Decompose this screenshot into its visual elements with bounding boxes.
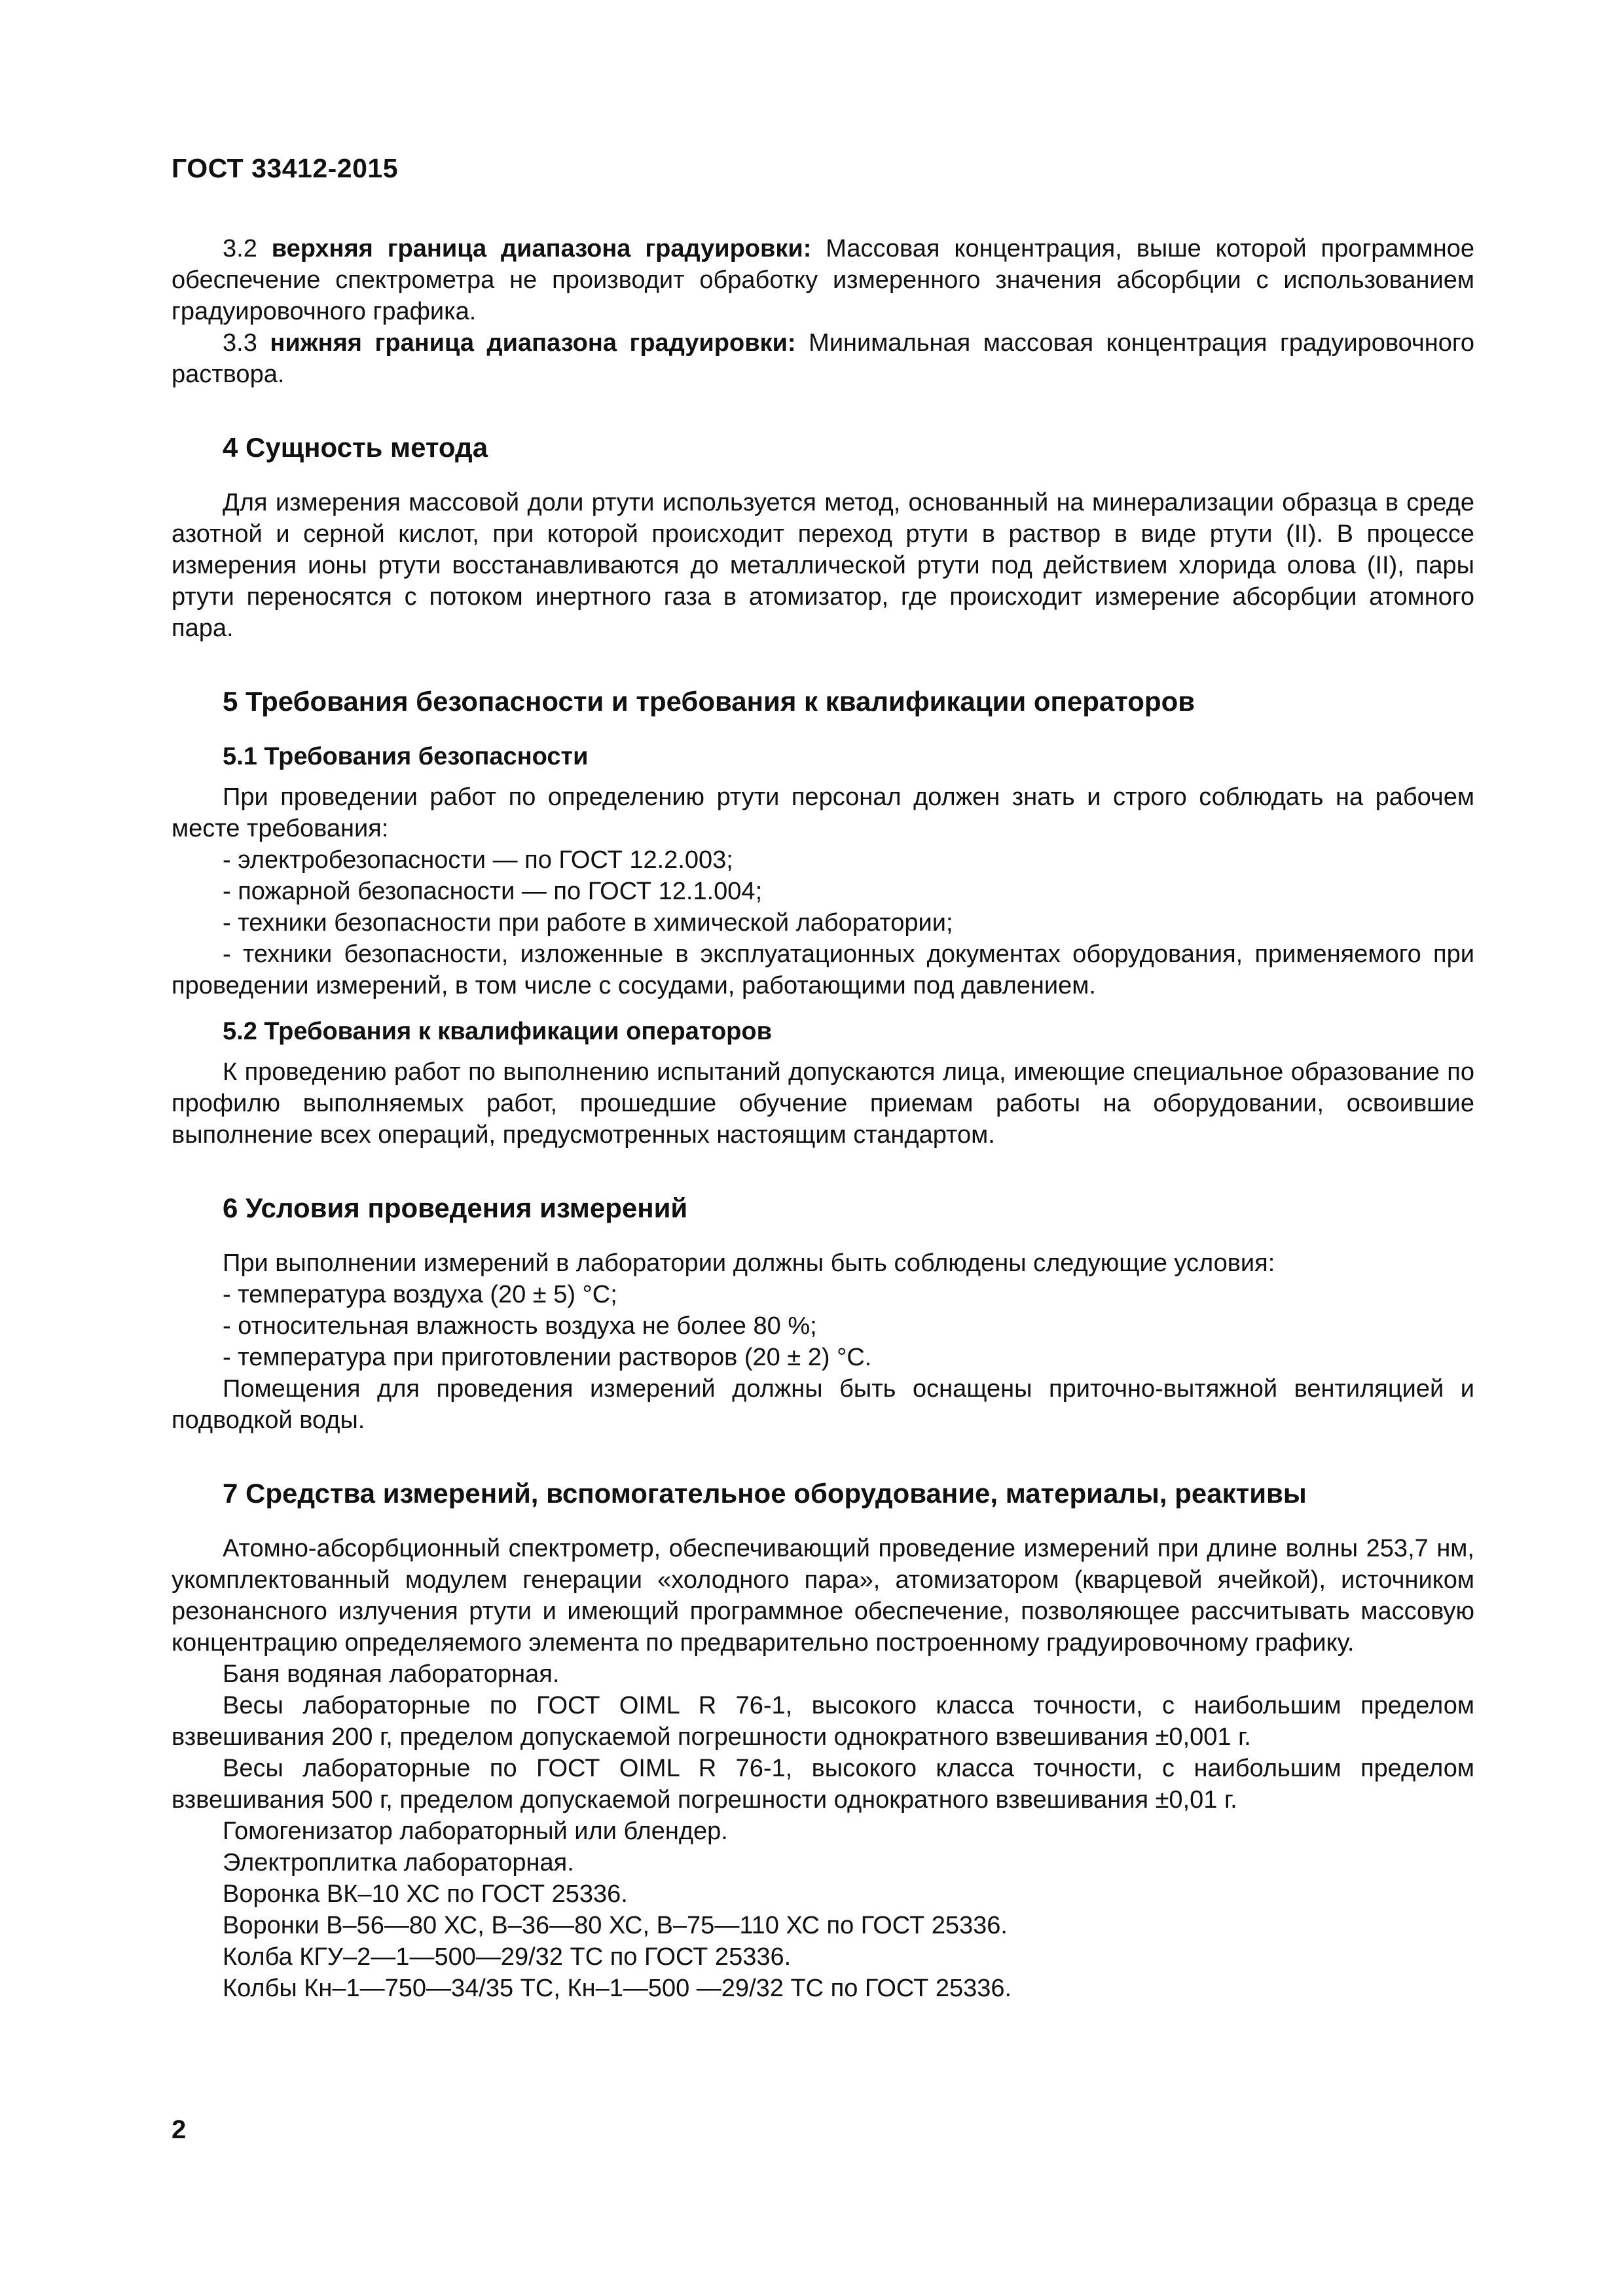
section-7-paragraph: Весы лабораторные по ГОСТ OIML R 76-1, высокого класса точности, с наибольшим пределом взвешивания 200 г, пределом допускаемой погрешности однократного взвешивания ±0,001 г. xyxy=(172,1692,1474,1751)
definition-3-2 xyxy=(172,233,1474,327)
definition-text: Массовая концентрация, выше которой программное обеспечение спектрометра не производит обработку измеренного значения абсорбции с использованием градуировочного графика. xyxy=(172,235,1474,325)
equipment-item: Гомогенизатор лабораторный или блендер. xyxy=(223,1818,728,1845)
definition-3-3 xyxy=(172,327,1474,390)
list-item: - техники безопасности при работе в химической лаборатории; xyxy=(223,909,953,937)
subsection-5-2-title: 5.2 Требования к квалификации операторов xyxy=(223,1018,772,1045)
definition-number: 3.3 xyxy=(223,329,270,357)
list-item: - температура при приготовлении растворов (20 ± 2) °С. xyxy=(223,1344,872,1371)
list-item: - техники безопасности, изложенные в эксплуатационных документах оборудования, применяемого при проведении измерений, в том числе с сосудами, работающими под давлением. xyxy=(172,941,1474,999)
document-body xyxy=(172,233,1474,2004)
section-7-paragraph: Атомно-абсорбционный спектрометр, обеспечивающий проведение измерений при длине волны 253,7 нм, укомплектованный модулем генерации «холодного пара», атомизатором (кварцевой ячейкой), источником резонансного излучения ртути и имеющий программное обеспечение, позволяющее рассчитывать массовую концентрацию определяемого элемента по предварительно построенному градуировочному графику. xyxy=(172,1535,1474,1657)
equipment-item: Воронка ВК–10 ХС по ГОСТ 25336. xyxy=(223,1880,628,1908)
subsection-5-1-intro: При проведении работ по определению ртути персонал должен знать и строго соблюдать на рабочем месте требования: xyxy=(172,783,1474,842)
list-item: - пожарной безопасности — по ГОСТ 12.1.004; xyxy=(223,878,763,905)
subsection-5-2-paragraph: К проведению работ по выполнению испытаний допускаются лица, имеющие специальное образование по профилю выполняемых работ, прошедшие обучение приемам работы на оборудовании, освоившие выполнение всех операций, предусмотренных настоящим стандартом. xyxy=(172,1058,1474,1149)
definition-text: Минимальная массовая концентрация градуировочного раствора. xyxy=(172,329,1474,388)
subsection-5-1-title: 5.1 Требования безопасности xyxy=(223,743,589,770)
section-4-paragraph: Для измерения массовой доли ртути используется метод, основанный на минерализации образца в среде азотной и серной кислот, при которой происходит переход ртути в раствор в виде ртути (II). В процессе измерения ионы ртути восстанавливаются до металлической ртути под действием хлорида олова (II), пары ртути переносятся с потоком инертного газа в атомизатор, где происходит измерение абсорбции атомного пара. xyxy=(172,489,1474,642)
list-item: - электробезопасности — по ГОСТ 12.2.003; xyxy=(223,846,733,874)
equipment-item: Колбы Кн–1—750—34/35 ТС, Кн–1—500 —29/32 ТС по ГОСТ 25336. xyxy=(223,1975,1012,2002)
section-7-paragraph: Весы лабораторные по ГОСТ OIML R 76-1, высокого класса точности, с наибольшим пределом взвешивания 500 г, пределом допускаемой погрешности однократного взвешивания ±0,01 г. xyxy=(172,1755,1474,1814)
section-4-title: 4 Сущность метода xyxy=(223,432,488,463)
section-5-title: 5 Требования безопасности и требования к квалификации операторов xyxy=(223,686,1195,717)
section-6-title: 6 Условия проведения измерений xyxy=(223,1193,688,1223)
page-number: 2 xyxy=(172,2115,187,2144)
definition-term: верхняя граница диапазона градуировки: xyxy=(271,235,812,262)
section-6-closing: Помещения для проведения измерений должны быть оснащены приточно-вытяжной вентиляцией и подводкой воды. xyxy=(172,1375,1474,1434)
section-7-title: 7 Средства измерений, вспомогательное оборудование, материалы, реактивы xyxy=(223,1478,1307,1509)
section-7-paragraph: Баня водяная лабораторная. xyxy=(223,1660,560,1688)
definition-number: 3.2 xyxy=(223,235,272,262)
list-item: - относительная влажность воздуха не более 80 %; xyxy=(223,1312,817,1340)
document-header: ГОСТ 33412-2015 xyxy=(172,153,398,183)
equipment-item: Колба КГУ–2—1—500—29/32 ТС по ГОСТ 25336. xyxy=(223,1943,792,1971)
equipment-item: Электроплитка лабораторная. xyxy=(223,1849,574,1876)
equipment-item: Воронки В–56—80 ХС, В–36—80 ХС, В–75—110 ХС по ГОСТ 25336. xyxy=(223,1912,1008,1939)
section-6-intro: При выполнении измерений в лаборатории должны быть соблюдены следующие условия: xyxy=(223,1249,1275,1277)
list-item: - температура воздуха (20 ± 5) °С; xyxy=(223,1281,617,1308)
definition-term: нижняя граница диапазона градуировки: xyxy=(270,329,796,357)
